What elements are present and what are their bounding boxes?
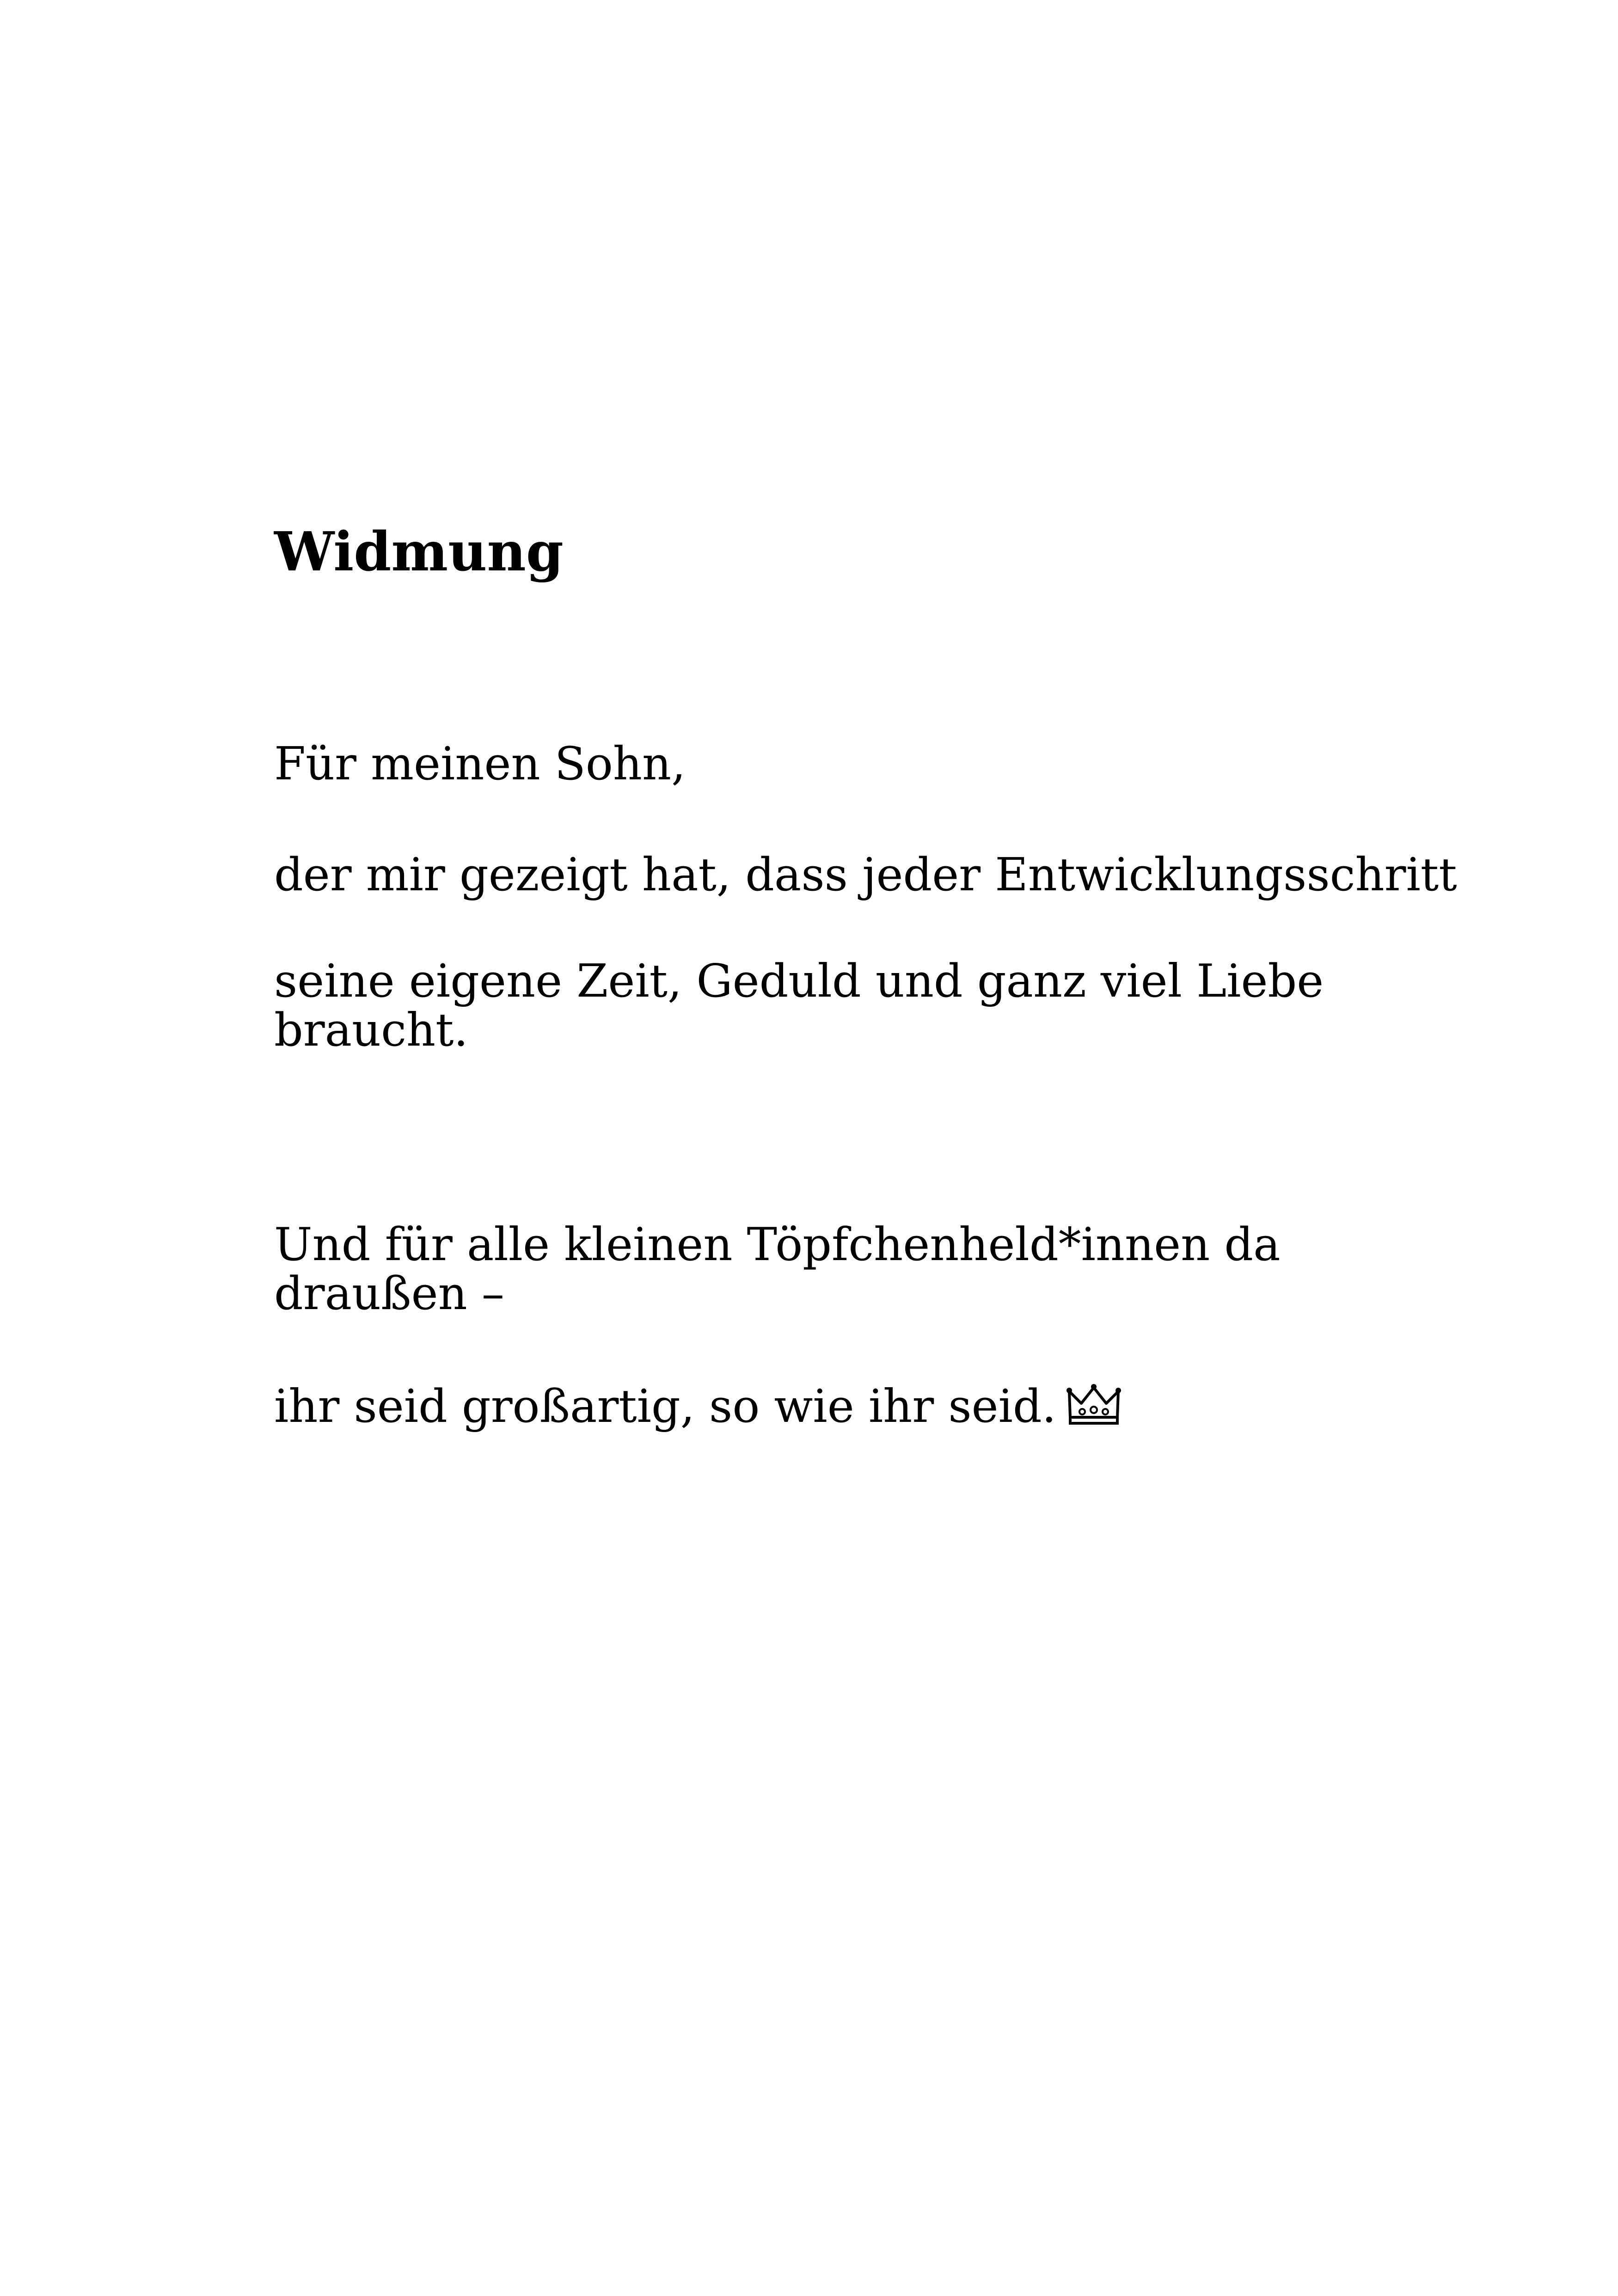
line-text: der mir gezeigt hat, dass jeder Entwicklungsschritt (274, 849, 1457, 901)
line-text: Und für alle kleinen Töpfchenheld*innen da (274, 1218, 1281, 1271)
line-text: Für meinen Sohn, (274, 738, 686, 790)
line-text: seine eigene Zeit, Geduld und ganz viel Liebe (274, 955, 1324, 1008)
dedication-line-5 (274, 1382, 1121, 1435)
crown-icon (1066, 1383, 1121, 1435)
line-text-continued: draußen – (274, 1267, 504, 1320)
dedication-line-3 (274, 957, 1324, 1055)
dedication-line-1 (274, 740, 686, 789)
dedication-line-4 (274, 1220, 1281, 1318)
line-text: ihr seid großartig, so wie ihr seid. (274, 1380, 1056, 1433)
line-text-continued: braucht. (274, 1004, 468, 1057)
dedication-line-2 (274, 851, 1457, 900)
page-title: Widmung (274, 520, 564, 583)
